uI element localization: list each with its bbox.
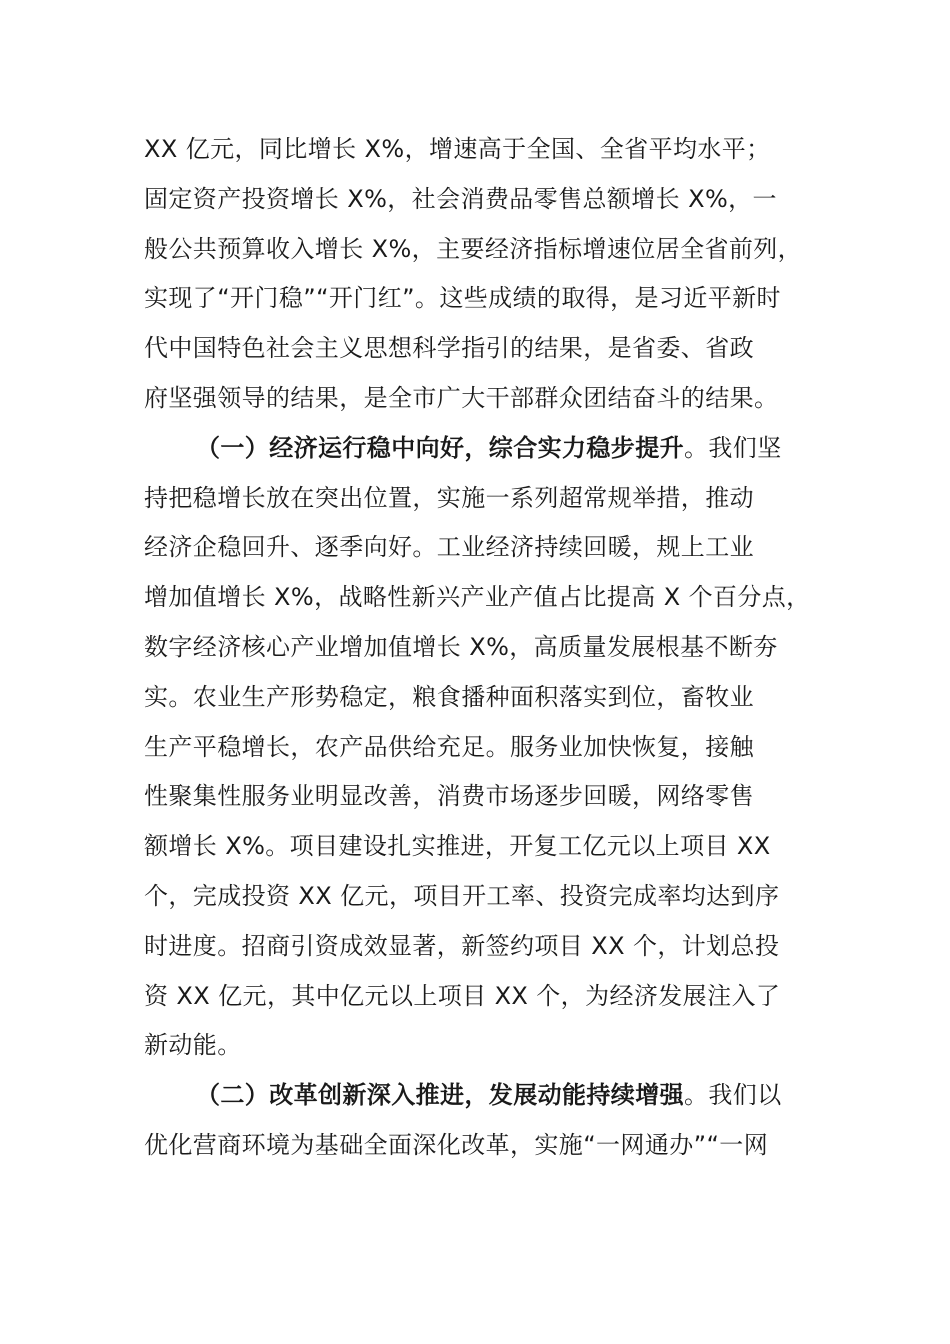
text-line: 府坚强领导的结果，是全市广大干部群众团结奋斗的结果。 — [144, 383, 779, 412]
text-line: 新动能。 — [144, 1031, 242, 1060]
text-line: 生产平稳增长，农产品供给充足。服务业加快恢复，接触 — [144, 732, 754, 761]
text-line: 经济企稳回升、逐季向好。工业经济持续回暖，规上工业 — [144, 533, 754, 562]
section-2-heading: （二）改革创新深入推进，发展动能持续增强 — [196, 1081, 684, 1110]
text-line: 额增长 X%。项目建设扎实推进，开复工亿元以上项目 XX — [144, 832, 771, 861]
text-line: 性聚集性服务业明显改善，消费市场逐步回暖，网络零售 — [144, 782, 754, 811]
section-2-first-line — [144, 1071, 844, 1121]
text-line: 时进度。招商引资成效显著，新签约项目 XX 个，计划总投 — [144, 931, 780, 960]
paragraph-intro — [144, 125, 844, 424]
text-line: 固定资产投资增长 X%，社会消费品零售总额增长 X%，一 — [144, 184, 777, 213]
text-line: 数字经济核心产业增加值增长 X%，高质量发展根基不断夯 — [144, 632, 778, 661]
section-2-first-line-rest: 。我们以 — [684, 1081, 782, 1110]
document-body — [144, 125, 844, 1171]
section-1-heading: （一）经济运行稳中向好，综合实力稳步提升 — [196, 433, 684, 462]
section-2-paragraph — [144, 1071, 844, 1171]
text-line: 实现了“开门稳”“开门红”。这些成绩的取得，是习近平新时 — [144, 284, 781, 313]
text-line: 资 XX 亿元，其中亿元以上项目 XX 个，为经济发展注入了 — [144, 981, 781, 1010]
text-line: XX 亿元，同比增长 X%，增速高于全国、全省平均水平； — [144, 135, 771, 163]
text-line: 个，完成投资 XX 亿元，项目开工率、投资完成率均达到序 — [144, 881, 780, 910]
section-1-paragraph — [144, 424, 844, 1071]
text-line: 优化营商环境为基础全面深化改革，实施“一网通办”“一网 — [144, 1130, 769, 1159]
section-1-first-line-rest: 。我们坚 — [684, 433, 782, 462]
text-line: 持把稳增长放在突出位置，实施一系列超常规举措，推动 — [144, 483, 754, 512]
text-line: 般公共预算收入增长 X%，主要经济指标增速位居全省前列， — [144, 234, 803, 263]
text-line: 代中国特色社会主义思想科学指引的结果，是省委、省政 — [144, 334, 754, 363]
text-line: 增加值增长 X%，战略性新兴产业产值占比提高 X 个百分点， — [144, 583, 811, 612]
text-line: 实。农业生产形势稳定，粮食播种面积落实到位，畜牧业 — [144, 682, 754, 711]
section-1-first-line — [144, 424, 844, 474]
